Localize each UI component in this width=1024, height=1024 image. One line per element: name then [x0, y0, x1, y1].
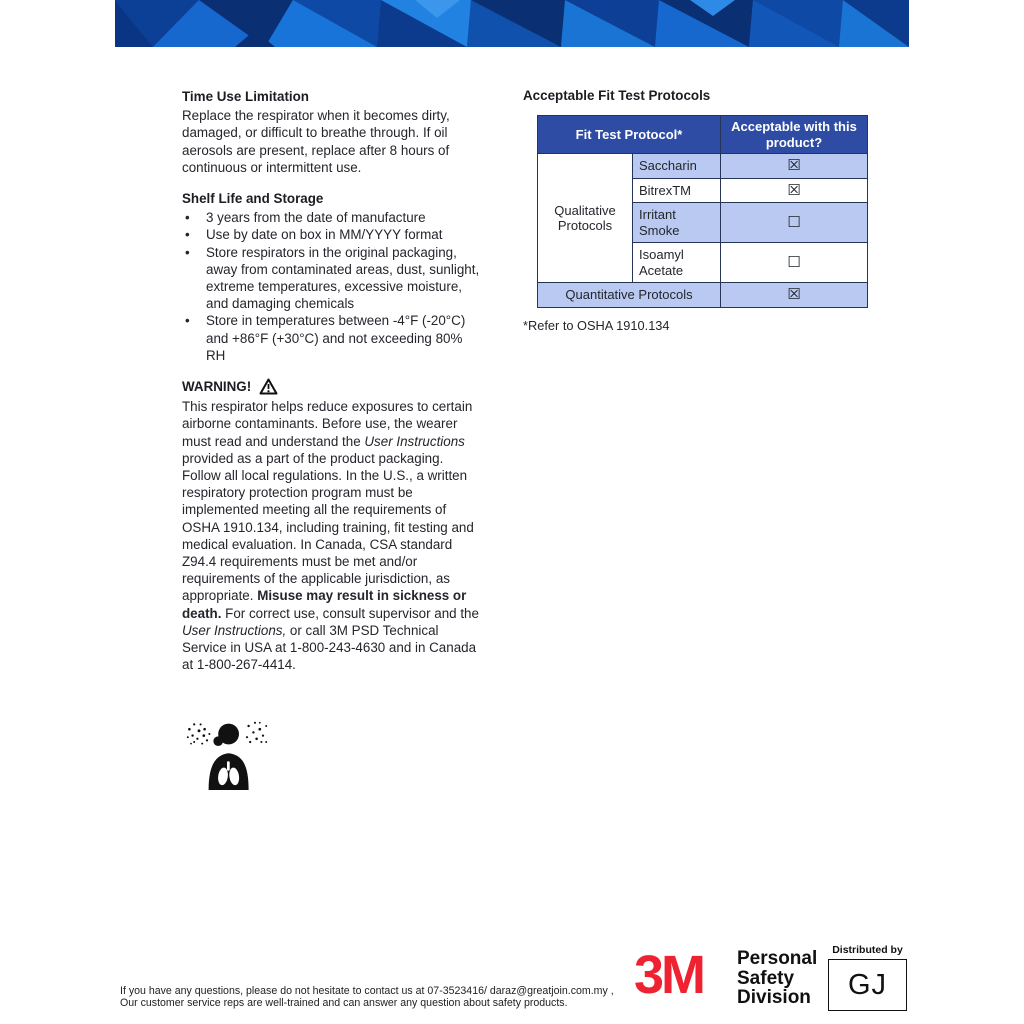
protocol-name-cell: BitrexTM	[633, 178, 721, 203]
osha-footnote: *Refer to OSHA 1910.134	[523, 317, 670, 333]
warning-text-italic: User Instructions,	[182, 622, 287, 638]
warning-text: provided as a part of the product packaging. Follow all local regulations. In the U.S., a written respiratory protection program must be implemented meeting all the requirements of OSHA 1910.134, including training, fit testing and medical evaluation. In Canada, CSA standard Z94.4 requirements must be met and/or requirements of the applicable jurisdiction, as appropriate.	[182, 450, 474, 604]
checkbox-cell: ☐	[721, 243, 868, 283]
3m-logo: 3M	[634, 945, 704, 1005]
footer-line-2: Our customer service reps are well-trained and can answer any question about safety products.	[120, 996, 568, 1009]
distributor-block	[828, 944, 907, 1011]
distributor-logo-box	[828, 959, 907, 1011]
footer-line-1: If you have any questions, please do not hesitate to contact us at 07-3523416/ daraz@greatjoin.com.my ,	[120, 985, 614, 997]
division-line: Division	[737, 987, 811, 1008]
distributor-logo-text: GJ	[847, 968, 888, 1001]
fit-test-table	[537, 115, 868, 308]
warning-heading-text: WARNING!	[182, 379, 252, 395]
warning-text: or call 3M PSD Technical Service in USA at 1-800-243-4630 and in Canada at 1-800-267-4414.	[182, 622, 477, 673]
warning-text: For correct use, consult supervisor and the	[221, 605, 479, 621]
warning-body	[182, 398, 484, 673]
warning-heading	[182, 378, 484, 395]
list-item: • 3 years from the date of manufacture	[182, 209, 484, 226]
right-column	[523, 88, 873, 333]
table-header-row	[538, 116, 868, 154]
list-item: • Use by date on box in MM/YYYY format	[182, 226, 484, 243]
table-row	[538, 283, 868, 308]
checkbox-cell: ☒	[721, 154, 868, 179]
distributed-by-label: Distributed by	[832, 944, 903, 956]
quantitative-protocols-cell: Quantitative Protocols	[538, 283, 721, 308]
protocol-name-cell: Isoamyl Acetate	[633, 243, 721, 283]
warning-triangle-icon	[259, 378, 278, 395]
coughing-person-icon	[183, 714, 271, 794]
warning-text-italic: User Instructions	[364, 433, 465, 449]
banner-polygon-graphic	[115, 0, 909, 47]
warning-text-bold: Misuse may result in sickness or death.	[182, 588, 467, 621]
table-row	[538, 154, 868, 179]
time-use-heading: Time Use Limitation	[182, 89, 309, 104]
checkbox-cell: ☐	[721, 203, 868, 243]
shelf-life-list	[182, 209, 484, 364]
shelf-life-heading: Shelf Life and Storage	[182, 191, 324, 207]
division-line: Safety	[737, 967, 795, 989]
qualitative-protocols-cell: Qualitative Protocols	[538, 154, 633, 283]
left-column	[182, 88, 484, 674]
checkbox-cell: ☒	[721, 283, 868, 308]
list-item: • Store respirators in the original packaging, away from contaminated areas, dust, sunlight, extreme temperatures, excessive moisture, and damaging chemicals	[182, 244, 484, 313]
coughing-person-graphic	[183, 714, 271, 794]
checkbox-cell: ☒	[721, 178, 868, 203]
header-banner	[115, 0, 909, 47]
time-use-body: Replace the respirator when it becomes dirty, damaged, or difficult to breathe through. If oil aerosols are present, replace after 8 hours of continuous or intermittent use.	[182, 108, 450, 175]
division-line: Personal	[737, 948, 818, 969]
warning-text: This respirator helps reduce exposures to certain airborne contaminants. Before use, the wearer must read and understand the	[182, 399, 473, 449]
protocol-name-cell: Irritant Smoke	[633, 203, 721, 243]
footer-contact-text	[120, 986, 640, 1009]
table-header-protocol: Fit Test Protocol*	[538, 116, 721, 154]
protocol-name-cell: Saccharin	[633, 154, 721, 179]
fit-test-heading: Acceptable Fit Test Protocols	[523, 88, 711, 103]
list-item: • Store in temperatures between -4°F (-20°C) and +86°F (+30°C) and not exceeding 80% RH	[182, 312, 484, 364]
table-header-acceptable: Acceptable with this product?	[721, 116, 868, 154]
division-name	[737, 949, 817, 1008]
